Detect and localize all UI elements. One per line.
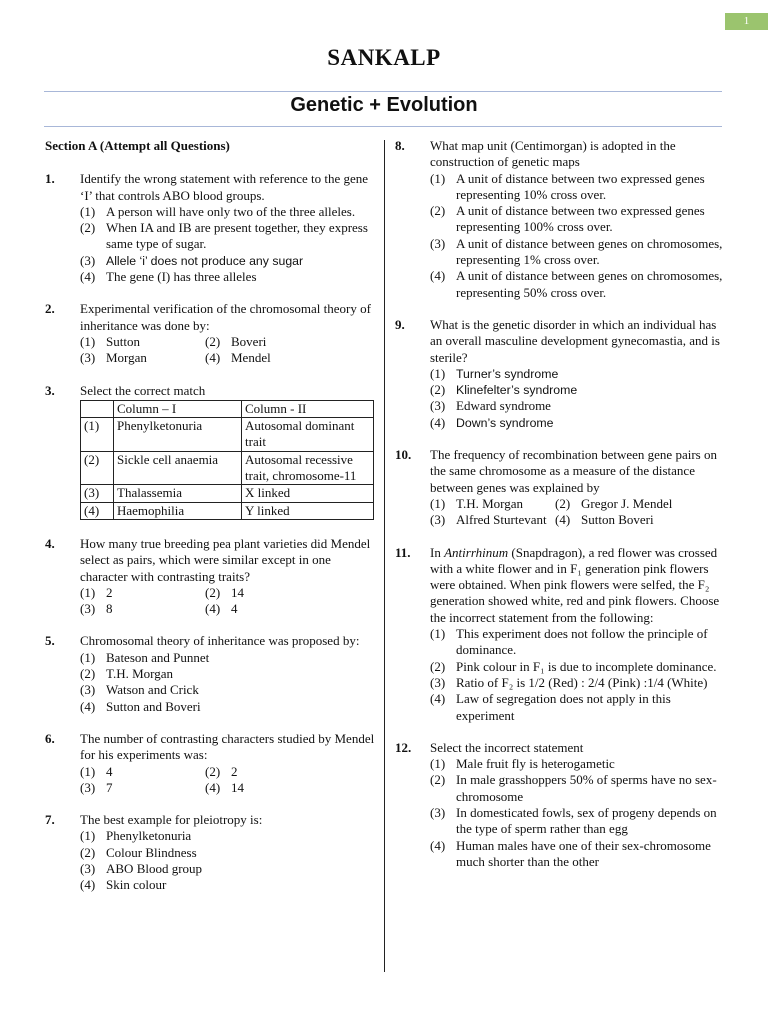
question-6 (45, 731, 377, 796)
option-3: (3) Allele ‘i’ does not produce any sugar (80, 252, 304, 268)
option-2: (2) Klinefelter’s syndrome (430, 382, 578, 398)
column-header: Column - II (242, 400, 374, 417)
option-1: (1) Male fruit fly is heterogametic (430, 756, 615, 772)
subtitle-rule (44, 126, 722, 127)
option-3: (3) Watson and Crick (80, 682, 199, 698)
question-number: 8. (395, 138, 405, 153)
option-3: (3) ABO Blood group (80, 860, 203, 876)
option-1: (1) Phenylketonuria (80, 828, 192, 844)
question-4 (45, 536, 377, 617)
option-3: (3) 7 (80, 779, 113, 795)
option-4: (4) Skin colour (80, 877, 167, 893)
option-3: (3) Morgan (80, 350, 147, 366)
option-1: (1) T.H. Morgan (430, 495, 524, 511)
option-2: (2) T.H. Morgan (80, 666, 174, 682)
question-1 (45, 171, 377, 285)
question-stem: Select the correct match (80, 382, 206, 398)
question-12 (395, 740, 727, 870)
option-3: (3) A unit of distance between genes on chromosomes, representing 1% cross over. (430, 235, 723, 268)
option-1: (1) 2 (80, 584, 113, 600)
table-row: (1) Phenylketonuria Autosomal dominant trait (81, 418, 374, 452)
option-4: (4) Sutton and Boveri (80, 698, 201, 714)
option-4: (4) A unit of distance between genes on chromosomes, representing 50% cross over. (430, 268, 723, 300)
table-row: (2) Sickle cell anaemia Autosomal recessive trait, chromosome-11 (81, 451, 374, 485)
question-number: 3. (45, 382, 55, 398)
column-header: Column – I (114, 400, 242, 417)
question-10 (395, 447, 727, 528)
option-4: (4) Down’s syndrome (430, 414, 554, 430)
question-number: 6. (45, 730, 55, 746)
question-number: 5. (45, 633, 55, 649)
option-4: (4) Human males have one of their sex-chromosome much shorter than the other (430, 837, 711, 869)
option-1: (1) Turner’s syndrome (430, 365, 559, 381)
question-8 (395, 138, 727, 301)
question-2 (45, 301, 377, 366)
option-3: (3) Edward syndrome (430, 398, 551, 414)
table-header-row (81, 400, 374, 417)
option-2: (2) A unit of distance between two expressed genes representing 100% cross over. (430, 203, 705, 235)
question-number: 10. (395, 447, 412, 463)
question-stem: What map unit (Centimorgan) is adopted in the construction of genetic maps (430, 138, 676, 170)
question-9 (395, 317, 727, 431)
option-4: (4) Law of segregation does not apply in this experiment (430, 691, 671, 723)
options-grid (430, 496, 727, 529)
option-4: (4) 4 (205, 601, 238, 617)
section-title: Section A (Attempt all Questions) (45, 138, 230, 153)
option-2: (2) Gregor J. Mendel (555, 495, 673, 511)
question-stem: In Antirrhinum (Snapdragon), a red flower was crossed with a white flower and in F₁ generation pink flowers were obtained. When pink flowers were selfed, the F₂ generation showed white, red and pink flowers. Choose the incorrect statement from the following: (430, 544, 720, 625)
option-2: (2) In male grasshoppers 50% of sperms have no sex-chromosome (430, 772, 717, 804)
option-3: (3) Ratio of F₂ is 1/2 (Red) : 2/4 (Pink) :1/4 (White) (430, 674, 708, 690)
option-1: (1) 4 (80, 763, 113, 779)
question-5 (45, 633, 377, 714)
option-1: (1) This experiment does not follow the principle of dominance. (430, 626, 708, 658)
column-divider (384, 140, 385, 972)
options-grid (80, 334, 377, 367)
page-subtitle: Genetic + Evolution (290, 94, 478, 116)
question-7 (45, 812, 377, 893)
option-2: (2) When IA and IB are present together, they express same type of sugar. (80, 220, 368, 252)
option-4: (4) Mendel (205, 350, 271, 366)
right-column (395, 138, 727, 886)
table-row: (3) Thalassemia X linked (81, 485, 374, 502)
option-4: (4) 14 (205, 779, 244, 795)
question-stem: The frequency of recombination between gene pairs on the same chromosome as a measure of the distance between genes was explained by (430, 447, 717, 495)
question-number: 7. (45, 812, 55, 828)
page-number: 1 (725, 13, 768, 30)
question-stem: Experimental verification of the chromosomal theory of inheritance was done by: (80, 301, 371, 333)
options-grid (80, 764, 377, 797)
table-row: (4) Haemophilia Y linked (81, 502, 374, 519)
option-1: (1) A unit of distance between two expressed genes representing 10% cross over. (430, 170, 705, 202)
question-number: 12. (395, 739, 412, 755)
option-2: (2) 2 (205, 763, 238, 779)
option-1: (1) Sutton (80, 333, 140, 349)
question-number: 2. (45, 301, 55, 317)
option-2: (2) Boveri (205, 333, 267, 349)
question-number: 9. (395, 316, 405, 332)
question-stem: The number of contrasting characters studied by Mendel for his experiments was: (80, 730, 375, 763)
question-stem: Chromosomal theory of inheritance was proposed by: (80, 633, 360, 649)
question-stem: Identify the wrong statement with reference to the gene ‘I’ that controls ABO blood groups. (80, 171, 369, 203)
question-stem: What is the genetic disorder in which an individual has an overall masculine development gynecomastia, and is sterile? (430, 316, 720, 365)
question-stem: Select the incorrect statement (430, 739, 584, 755)
option-2: (2) Pink colour in F₁ is due to incomplete dominance. (430, 658, 717, 674)
question-11 (395, 545, 727, 724)
page-title: SANKALP (327, 45, 441, 70)
question-stem: How many true breeding pea plant varieties did Mendel select as pairs, which were similar except in one character with contrasting traits? (80, 535, 371, 584)
option-3: (3) In domesticated fowls, sex of progeny depends on the type of sperm rather than egg (430, 804, 717, 837)
question-number: 4. (45, 535, 55, 551)
option-2: (2) 14 (205, 584, 244, 600)
option-3: (3) Alfred Sturtevant (430, 512, 547, 528)
option-3: (3) 8 (80, 601, 113, 617)
left-column (45, 138, 377, 910)
question-stem: The best example for pleiotropy is: (80, 812, 263, 828)
option-1: (1) A person will have only two of the three alleles. (80, 203, 356, 219)
question-number: 1. (45, 171, 55, 187)
match-table (80, 400, 374, 520)
option-4: (4) Sutton Boveri (555, 512, 654, 528)
option-2: (2) Colour Blindness (80, 844, 197, 860)
options-grid (80, 585, 377, 618)
option-1: (1) Bateson and Punnet (80, 649, 210, 665)
option-4: (4) The gene (I) has three alleles (80, 269, 257, 285)
question-number: 11. (395, 544, 411, 560)
question-3 (45, 383, 377, 520)
